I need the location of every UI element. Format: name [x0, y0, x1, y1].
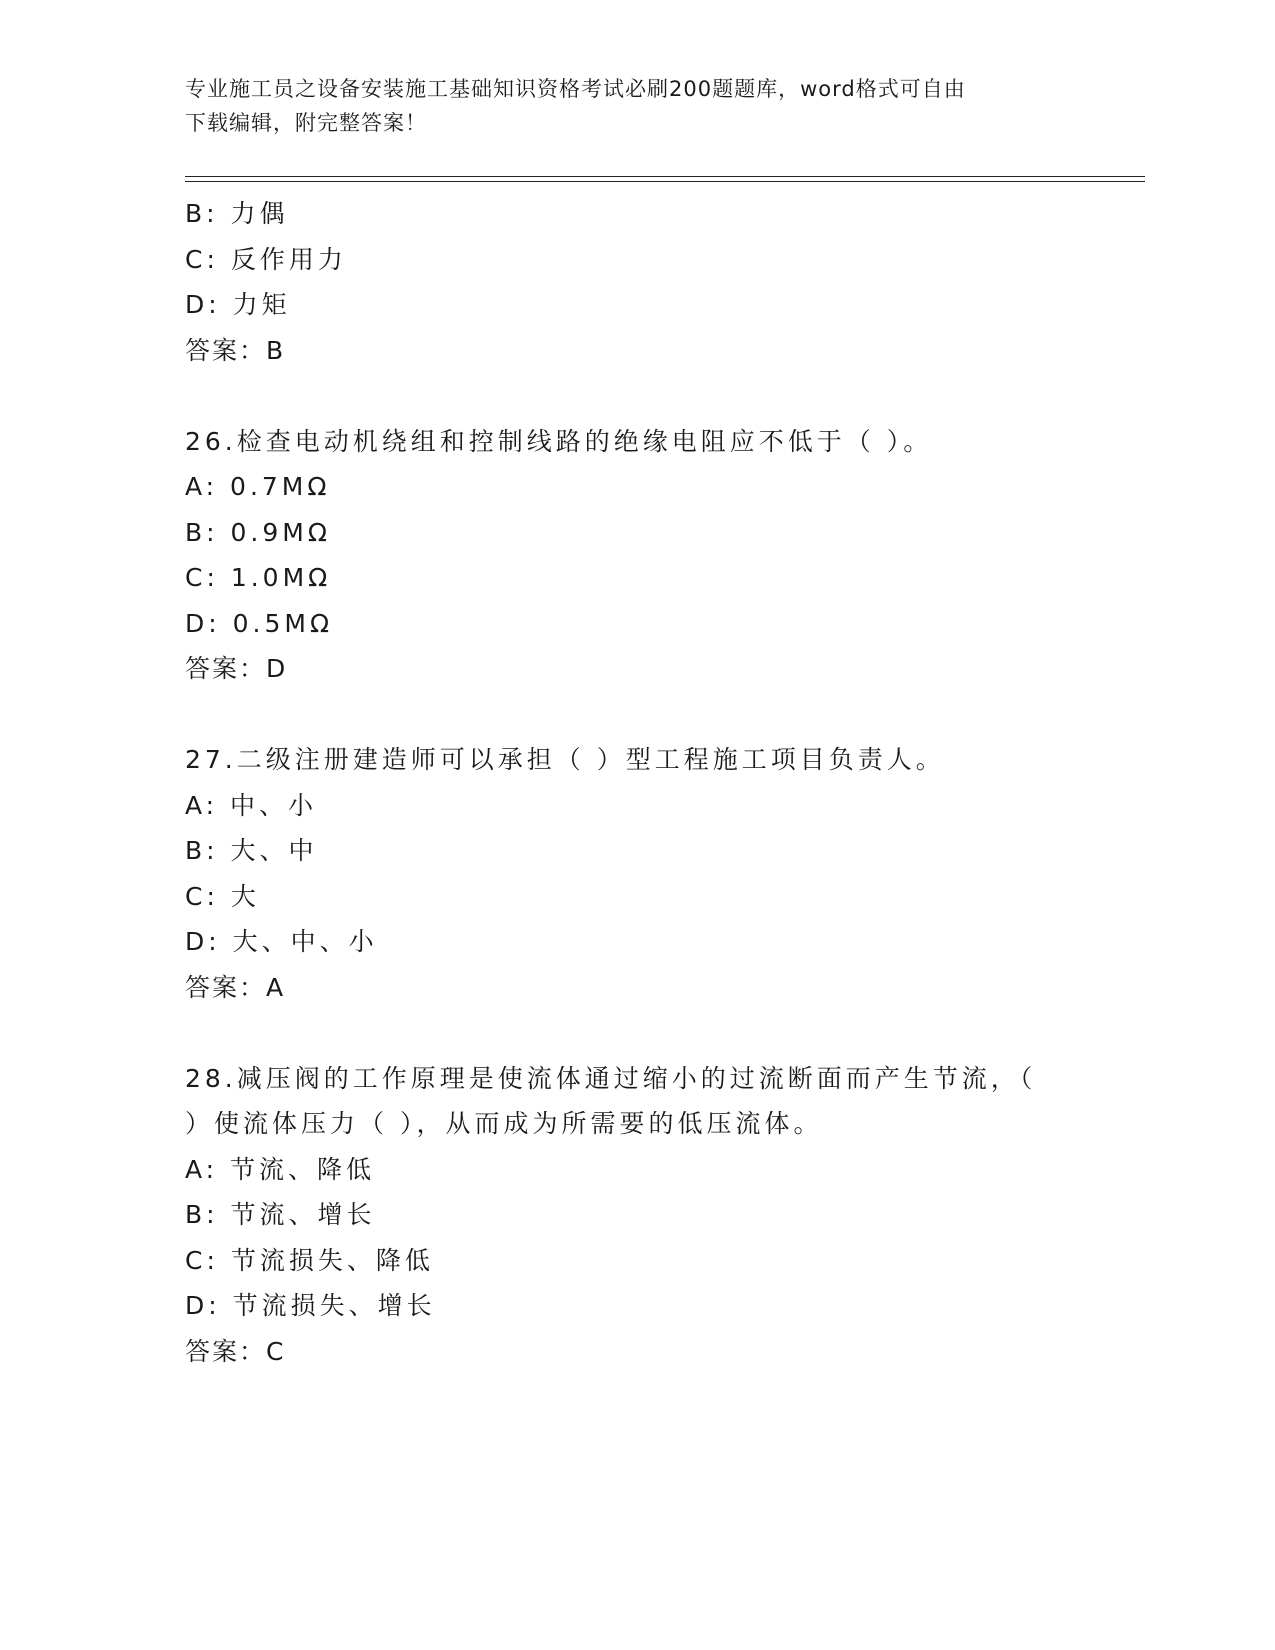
option-c: C: 大 [185, 881, 260, 911]
option-d: D: 大、中、小 [185, 927, 378, 956]
option-b: B: 力偶 [185, 199, 289, 228]
spacer [185, 373, 1085, 419]
answer-line: 答案：C [185, 1336, 286, 1366]
option-c: C: 节流损失、降低 [185, 1245, 434, 1275]
question-stem: 27.二级注册建造师可以承担（ ）型工程施工项目负责人。 [185, 745, 945, 774]
document-header [185, 72, 1085, 140]
spacer [185, 692, 1085, 738]
question-block-27 [185, 737, 1085, 1010]
header-divider-top [185, 176, 1145, 177]
header-title-line-2: 下载编辑，附完整答案！ [185, 111, 427, 135]
option-c: C: 反作用力 [185, 244, 347, 274]
question-stem: 26.检查电动机绕组和控制线路的绝缘电阻应不低于（ ）。 [185, 426, 933, 456]
option-c: C: 1.0MΩ [185, 563, 332, 592]
answer-line: 答案：D [185, 654, 288, 683]
question-block-28 [185, 1056, 1085, 1375]
header-divider-bottom [185, 181, 1145, 182]
option-b: B: 节流、增长 [185, 1200, 376, 1229]
question-stem-line-2: ）使流体压力（ ），从而成为所需要的低压流体。 [185, 1109, 823, 1138]
header-title-line-1: 专业施工员之设备安装施工基础知识资格考试必刷200题题库，word格式可自由 [185, 77, 966, 101]
question-stem-line-1: 28.减压阀的工作原理是使流体通过缩小的过流断面而产生节流，（ [185, 1063, 1037, 1093]
answer-line: 答案：B [185, 335, 286, 365]
option-d: D: 0.5MΩ [185, 608, 334, 638]
option-d: D: 力矩 [185, 290, 291, 319]
spacer [185, 1010, 1085, 1056]
question-block-prev [185, 191, 1085, 373]
answer-line: 答案：A [185, 972, 286, 1002]
option-a: A: 中、小 [185, 790, 318, 820]
option-a: A: 0.7MΩ [185, 472, 331, 501]
option-b: B: 0.9MΩ [185, 517, 331, 547]
option-b: B: 大、中 [185, 836, 318, 865]
question-block-26 [185, 419, 1085, 692]
question-list [185, 191, 1085, 1374]
option-a: A: 节流、降低 [185, 1154, 376, 1184]
option-d: D: 节流损失、增长 [185, 1291, 436, 1320]
